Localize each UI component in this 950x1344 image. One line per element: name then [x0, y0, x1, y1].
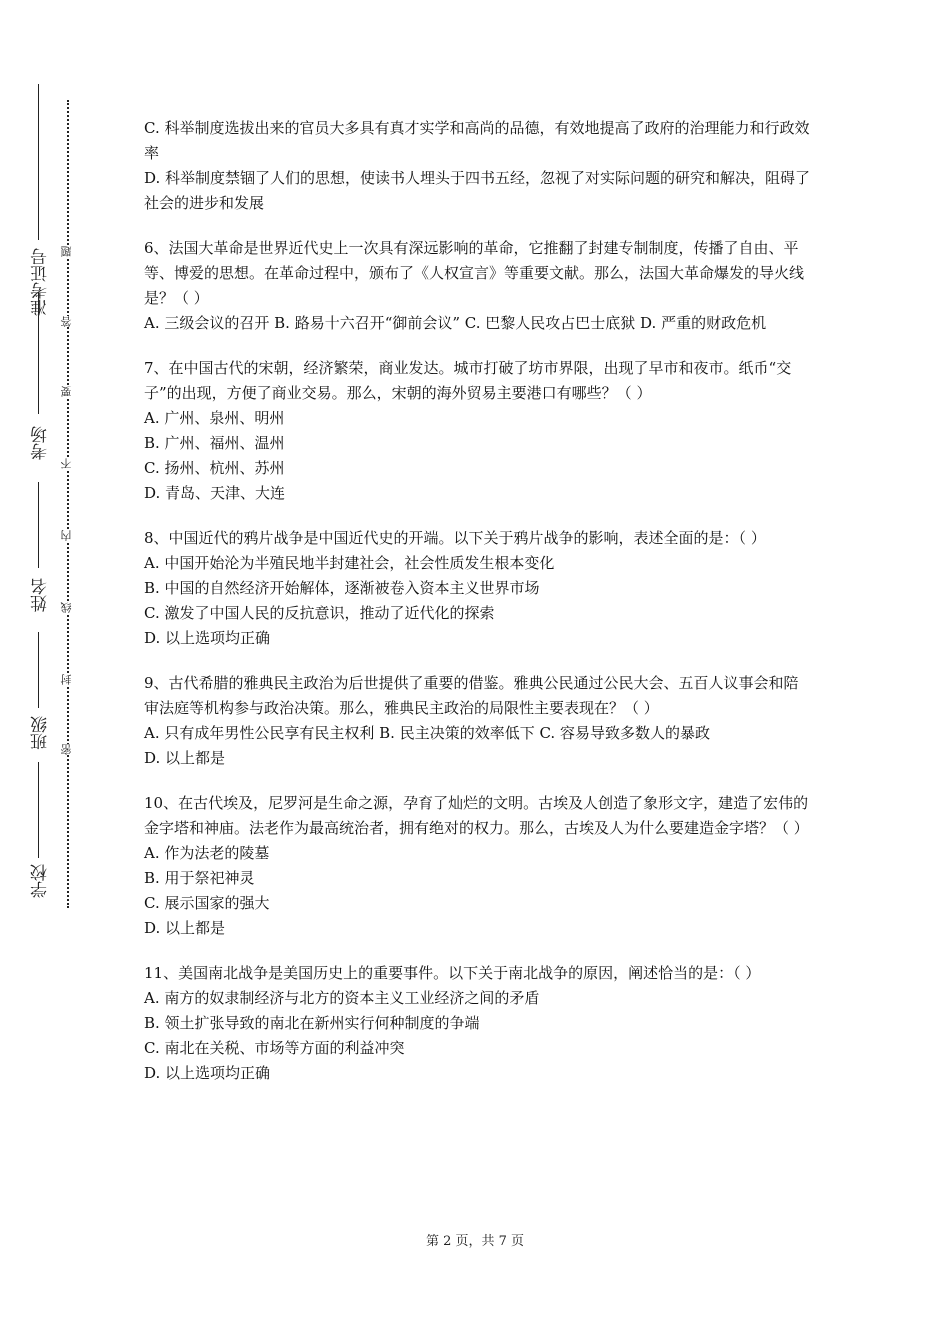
- seal-char: 不: [60, 458, 73, 469]
- question-stem: 10、在古代埃及，尼罗河是生命之源，孕育了灿烂的文明。古埃及人创造了象形文字，建造了宏伟的金字塔和神庙。法老作为最高统治者，拥有绝对的权力。那么，古埃及人为什么要建造金字塔？（ ）: [144, 794, 809, 837]
- option-c: C. 激发了中国人民的反抗意识，推动了近代化的探索: [144, 604, 495, 622]
- binding-line: [38, 762, 39, 858]
- option-c: C. 南北在关税、市场等方面的利益冲突: [144, 1039, 405, 1057]
- question-stem: 6、法国大革命是世界近代史上一次具有深远影响的革命，它推翻了封建专制制度，传播了自由、平等、博爱的思想。在革命过程中，颁布了《人权宣言》等重要文献。那么，法国大革命爆发的导火线是？（ ）: [144, 239, 805, 307]
- option-d: D. 青岛、天津、大连: [144, 484, 286, 502]
- binding-line: [38, 84, 39, 240]
- option-a: A. 南方的奴隶制经济与北方的资本主义工业经济之间的矛盾: [144, 989, 540, 1007]
- option-a: A. 广州、泉州、明州: [144, 409, 285, 427]
- label-name: 姓名: [31, 578, 51, 612]
- binding-margin: [0, 0, 110, 1344]
- option-b: B. 中国的自然经济开始解体，逐渐被卷入资本主义世界市场: [144, 579, 540, 597]
- question-10: [144, 791, 812, 941]
- question-content: [144, 116, 812, 1106]
- option-c: C. 展示国家的强大: [144, 894, 270, 912]
- option-b: B. 用于祭祀神灵: [144, 869, 255, 887]
- binding-line: [38, 482, 39, 568]
- seal-char: 线: [60, 602, 73, 613]
- option-a: A. 中国开始沦为半殖民地半封建社会，社会性质发生根本变化: [144, 554, 555, 572]
- seal-dotted-line: [67, 100, 69, 908]
- page-number: 第 2 页，共 7 页: [425, 1234, 525, 1249]
- option-d: D. 以上选项均正确: [144, 629, 271, 647]
- question-5-continued: [144, 116, 812, 216]
- question-6: [144, 236, 812, 336]
- option-b: B. 领土扩张导致的南北在新州实行何种制度的争端: [144, 1014, 480, 1032]
- seal-char: 内: [60, 530, 73, 541]
- question-stem: 9、古代希腊的雅典民主政治为后世提供了重要的借鉴。雅典公民通过公民大会、五百人议事会和陪审法庭等机构参与政治决策。那么，雅典民主政治的局限性主要表现在？（ ）: [144, 674, 799, 717]
- question-stem: 7、在中国古代的宋朝，经济繁荣，商业发达。城市打破了坊市界限，出现了早市和夜市。纸币“交子”的出现，方便了商业交易。那么，宋朝的海外贸易主要港口有哪些？（ ）: [144, 359, 792, 402]
- question-8: [144, 526, 812, 651]
- question-9: [144, 671, 812, 771]
- question-stem: 8、中国近代的鸦片战争是中国近代史的开端。以下关于鸦片战争的影响，表述全面的是：（ ）: [144, 529, 766, 547]
- binding-line: [38, 632, 39, 708]
- label-exam-number: 准考证号: [31, 248, 51, 316]
- question-options: A. 只有成年男性公民享有民主权利 B. 民主决策的效率低下 C. 容易导致多数人的暴政: [144, 724, 710, 742]
- question-7: [144, 356, 812, 506]
- option-d: D. 科举制度禁锢了人们的思想，使读书人埋头于四书五经，忽视了对实际问题的研究和解决，阻碍了社会的进步和发展: [144, 169, 811, 212]
- option-d: D. 以上选项均正确: [144, 1064, 271, 1082]
- seal-char: 题: [60, 246, 73, 257]
- option-d: D. 以上都是: [144, 919, 226, 937]
- question-options: A. 三级会议的召开 B. 路易十六召开“御前会议” C. 巴黎人民攻占巴士底狱 D. 严重的财政危机: [144, 314, 767, 332]
- label-exam-room: 考场: [31, 426, 51, 460]
- seal-char: 封: [60, 674, 73, 685]
- option-c: C. 扬州、杭州、苏州: [144, 459, 285, 477]
- seal-char: 密: [60, 744, 73, 755]
- option-a: A. 作为法老的陵墓: [144, 844, 270, 862]
- option-d: D. 以上都是: [144, 749, 226, 767]
- label-class: 班级: [31, 716, 51, 750]
- option-c: C. 科举制度选拔出来的官员大多具有真才实学和高尚的品德，有效地提高了政府的治理能力和行政效率: [144, 119, 810, 162]
- seal-char: 要: [60, 386, 73, 397]
- option-b: B. 广州、福州、温州: [144, 434, 285, 452]
- seal-char: 答: [60, 316, 73, 327]
- label-school: 学校: [31, 864, 51, 898]
- question-stem: 11、美国南北战争是美国历史上的重要事件。以下关于南北战争的原因，阐述恰当的是：（ ）: [144, 964, 761, 982]
- question-11: [144, 961, 812, 1086]
